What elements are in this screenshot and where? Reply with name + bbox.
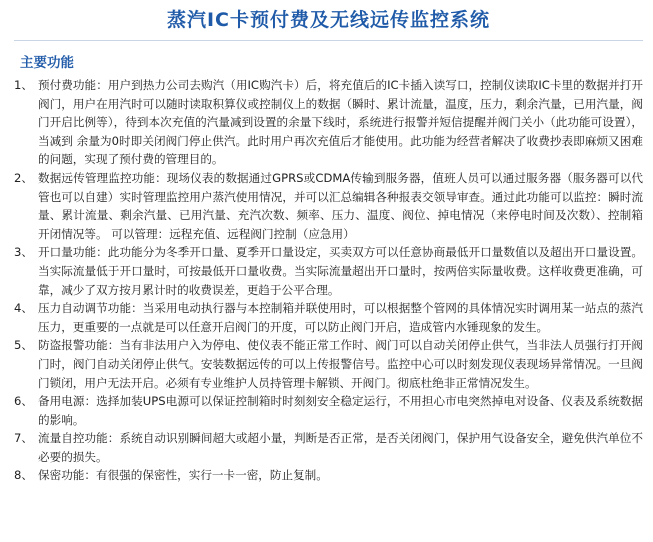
feature-text: 数据远传管理监控功能：现场仪表的数据通过GPRS或CDMA传输到服务器，值班人员可以通过服务器（服务器可以代管也可以自建）实时管理监控用户蒸汽使用情况，并可以汇总编辑各种报表交领导审查。通过此功能可以监控：瞬时流量、累计流量、剩余汽量、已用汽量、充汽次数、频率、压力、温度、阀位、掉电情况（来停电时间及次数）、控制箱开闭情况等。 可以管理：远程充值、远程阀门控制（应急用） xyxy=(38,170,643,241)
feature-item-security xyxy=(14,466,643,485)
feature-number: 8、 xyxy=(14,468,33,483)
title-divider xyxy=(14,40,643,41)
feature-text: 预付费功能：用户到热力公司去购汽（用IC购汽卡）后，将充值后的IC卡插入读写口，控制仪读取IC卡里的数据并打开阀门，用户在用汽时可以随时读取积算仪或控制仪上的数据（瞬时、累计流量，温度，压力，剩余汽量，已用汽量，阀门开启比例等），待到本次充值的汽量减到设置的余量下线时，系统进行报警并短信提醒并阀门关小（此功能可设置），当减到 余量为0时即关闭阀门停止供汽。此时用户再次充值后才能使用。此功能为经营者解决了收费抄表即麻烦又困难的问题，实现了预付费的管理目的。 xyxy=(38,78,643,167)
feature-text: 压力自动调节功能：当采用电动执行器与本控制箱并联使用时，可以根据整个管网的具体情况实时调用某一站点的蒸汽压力，更重要的一点就是可以任意开启阀门的开度，可以防止阀门开启，造成管内水锤现象的发生。 xyxy=(38,301,643,334)
feature-item-anti-theft xyxy=(14,336,643,392)
feature-item-pressure-regulation xyxy=(14,299,643,336)
feature-item-backup-power xyxy=(14,392,643,429)
feature-number: 4、 xyxy=(14,301,33,316)
feature-number: 2、 xyxy=(14,170,33,185)
page-title: 蒸汽IC卡预付费及无线远传监控系统 xyxy=(166,9,490,31)
feature-number: 5、 xyxy=(14,338,33,353)
section-heading: 主要功能 xyxy=(20,55,74,71)
feature-item-opening-volume xyxy=(14,243,643,299)
feature-number: 1、 xyxy=(14,78,33,92)
feature-text: 开口量功能：此功能分为冬季开口量、夏季开口量设定，买卖双方可以任意协商最低开口量数值以及超出开口量设置。当实际流量低于开口量时，可按最低开口量收费。当实际流量超出开口量时，按两倍实际量收费。这样收费更准确，可靠，减少了双方按月累计时的收费误差，更趋于公平合理。 xyxy=(38,245,643,297)
feature-number: 7、 xyxy=(14,431,33,446)
feature-item-flow-control xyxy=(14,429,643,466)
feature-number: 3、 xyxy=(14,245,33,260)
feature-number: 6、 xyxy=(14,394,33,409)
feature-text: 保密功能：有很强的保密性，实行一卡一密，防止复制。 xyxy=(38,468,328,483)
feature-list xyxy=(14,76,643,485)
feature-text: 防盗报警功能：当有非法用户入为停电、使仪表不能正常工作时、阀门可以自动关闭停止供气，当非法人员强行打开阀门时，阀门自动关闭停止供气。安装数据远传的可以上传报警信号。监控中心可以时刻发现仪表现场异常情况。一旦阀门锁闭，用户无法开启。必须有专业维护人员持管理卡解锁、开阀门。彻底杜绝非正常情况发生。 xyxy=(38,338,643,390)
feature-item-remote-monitoring xyxy=(14,169,643,243)
feature-item-prepaid xyxy=(14,76,643,169)
feature-text: 备用电源：选择加装UPS电源可以保证控制箱时时刻刻安全稳定运行，不用担心市电突然掉电对设备、仪表及系统数据的影响。 xyxy=(38,394,643,427)
feature-text: 流量自控功能：系统自动识别瞬间超大或超小量，判断是否正常，是否关闭阀门，保护用气设备安全，避免供汽单位不必要的损失。 xyxy=(38,431,643,464)
